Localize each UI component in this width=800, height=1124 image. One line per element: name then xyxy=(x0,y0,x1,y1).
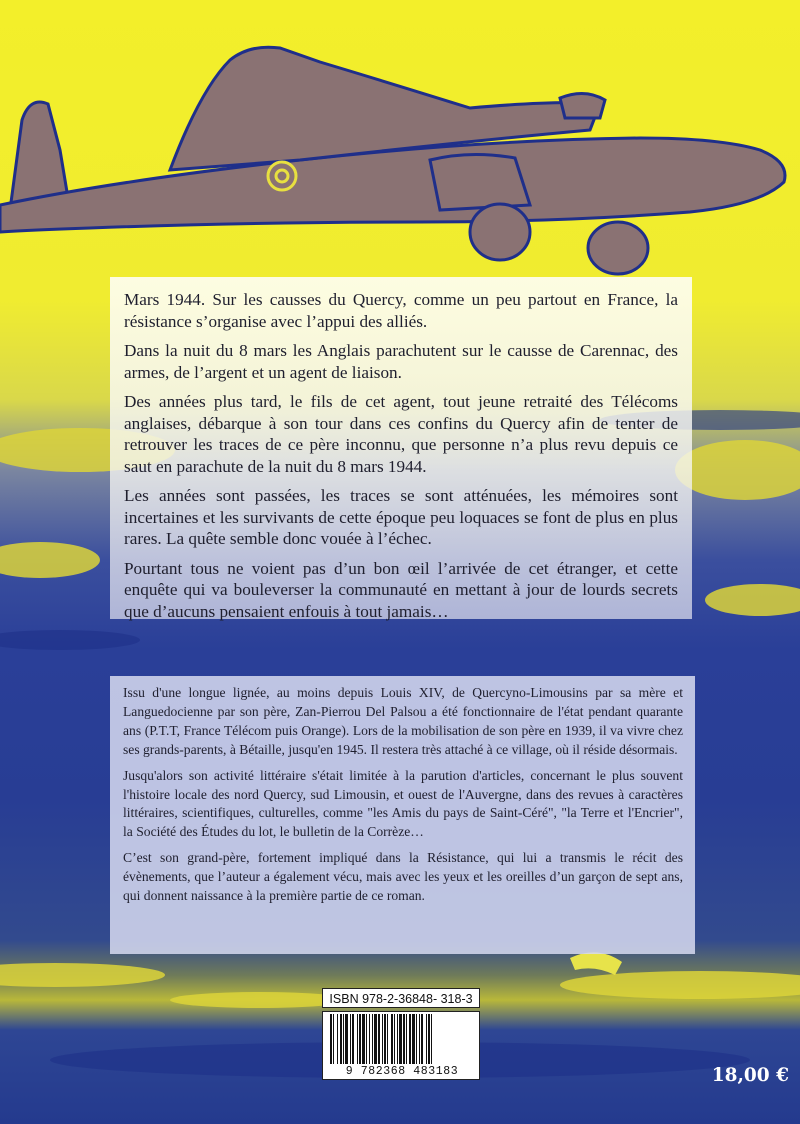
barcode-bar xyxy=(391,1014,393,1064)
author-bio-panel xyxy=(110,676,695,954)
barcode-bar xyxy=(378,1014,380,1064)
barcode-bar xyxy=(406,1014,407,1064)
barcode xyxy=(322,1011,480,1080)
barcode-bar xyxy=(330,1014,332,1064)
isbn-label: ISBN 978-2-36848- 318-3 xyxy=(322,988,480,1008)
barcode-bar xyxy=(343,1014,344,1064)
barcode-bar xyxy=(359,1014,361,1064)
isbn-barcode xyxy=(322,988,480,1080)
barcode-bar xyxy=(352,1014,354,1064)
barcode-bar xyxy=(399,1014,402,1064)
barcode-digits: 9 782368 483183 xyxy=(345,1065,459,1078)
barcode-bar xyxy=(431,1014,432,1064)
barcode-bar xyxy=(374,1014,377,1064)
aircraft-silhouette xyxy=(0,47,785,274)
barcode-bars xyxy=(324,1014,480,1066)
synopsis-panel xyxy=(110,277,692,619)
barcode-bar xyxy=(416,1014,417,1064)
barcode-bar xyxy=(362,1014,365,1064)
bio-paragraph: C’est son grand-père, fortement impliqué dans la Résistance, qui lui a transmis le récit des évènements, que l’auteur a également vécu, mais avec les yeux et les oreilles d’un garçon de sept ans, qui donnent naissance à la première partie de ce roman. xyxy=(123,850,683,904)
price: 18,00 € xyxy=(711,1065,789,1086)
synopsis-paragraph: Des années plus tard, le fils de cet agent, tout jeune retraité des Télécoms anglaises, débarque à son tour dans ces confins du Quercy afin de tenter de retrouver les traces de ce père inconnu, que personne n’a plus revu depuis ce saut en parachute de la nuit du 8 mars 1944. xyxy=(124,392,678,476)
barcode-bar xyxy=(366,1014,367,1064)
barcode-bar xyxy=(369,1014,370,1064)
barcode-bar xyxy=(412,1014,415,1064)
barcode-bar xyxy=(333,1014,334,1064)
synopsis-paragraph: Les années sont passées, les traces se sont atténuées, les mémoires sont incertaines et les survivants de cette époque peu loquaces se font de plus en plus rares. La quête semble donc vouée à l’échec. xyxy=(124,486,678,548)
barcode-bar xyxy=(345,1014,348,1064)
barcode-bar xyxy=(409,1014,411,1064)
bio-paragraph: Jusqu'alors son activité littéraire s'était limitée à la parution d'articles, concernant le plus souvent l'histoire locale des nord Quercy, sud Limousin, et ouest de l'Auvergne, dans des revues à caractères littéraires, scientifiques, culturelles, comme "les Amis du pays de Saint-Céré", "la Terre et l'Encrier", la Société des Études du lot, le bulletin de la Corrèze… xyxy=(123,767,683,840)
barcode-bar xyxy=(337,1014,338,1064)
synopsis-paragraph: Mars 1944. Sur les causses du Quercy, comme un peu partout en France, la résistance s’organise avec l’appui des alliés. xyxy=(124,290,678,331)
barcode-bar xyxy=(397,1014,398,1064)
synopsis-paragraph: Pourtant tous ne voient pas d’un bon œil l’arrivée de cet étranger, et cette enquête qui va bouleverser la communauté en mettant à jour de lourds secrets que d’aucuns pensaient enfouis à tout jamais… xyxy=(124,558,678,621)
bio-paragraph: Issu d'une longue lignée, au moins depuis Louis XIV, de Quercyno-Limousins par sa mère et Languedocienne par son père, Zan-Pierrou Del Palsou a été fonctionnaire de l'état pendant quarante ans (P.T.T, France Télécom puis Orange). Lors de la mobilisation de son père en 1939, il va vivre chez ses grands-parents, à Bétaille, jusqu'en 1945. Il restera très attaché à ce village, où il réside désormais. xyxy=(123,685,683,757)
barcode-bar xyxy=(357,1014,358,1064)
barcode-bar xyxy=(382,1014,383,1064)
barcode-bar xyxy=(394,1014,395,1064)
barcode-bar xyxy=(387,1014,388,1064)
barcode-bar xyxy=(421,1014,423,1064)
barcode-bar xyxy=(372,1014,373,1064)
barcode-bar xyxy=(428,1014,430,1064)
barcode-bar xyxy=(384,1014,386,1064)
barcode-bar xyxy=(350,1014,351,1064)
barcode-bar xyxy=(403,1014,405,1064)
barcode-bar xyxy=(340,1014,342,1064)
synopsis-paragraph: Dans la nuit du 8 mars les Anglais parachutent sur le causse de Carennac, des armes, de l’argent et un agent de liaison. xyxy=(124,341,678,382)
barcode-bar xyxy=(426,1014,427,1064)
barcode-bar xyxy=(419,1014,420,1064)
parachute-icon xyxy=(570,952,622,975)
